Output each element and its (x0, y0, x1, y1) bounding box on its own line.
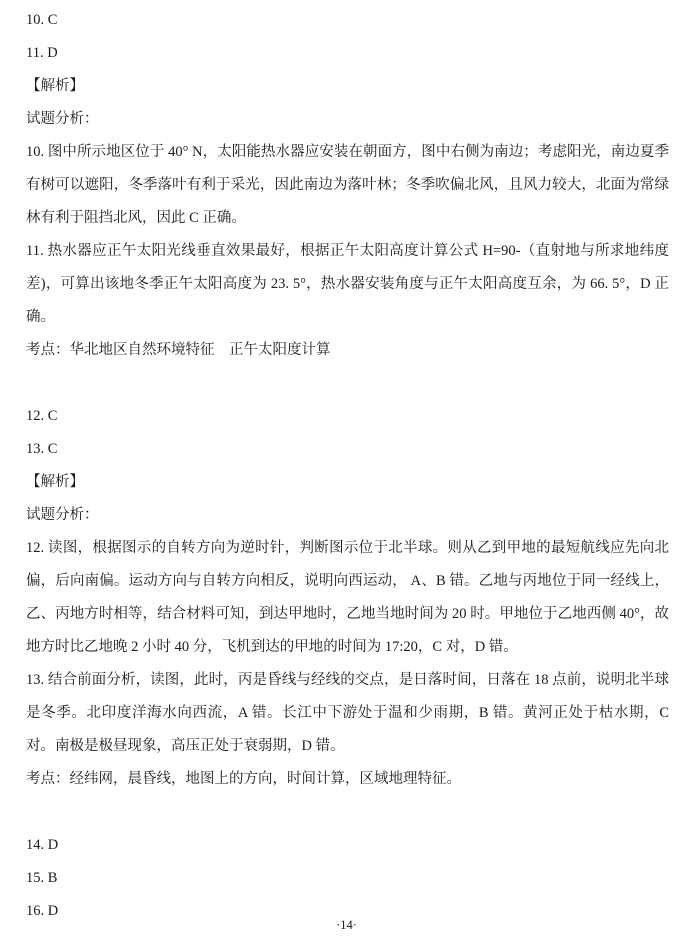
blank-line (26, 367, 669, 400)
keypoints-line-2: 考点：经纬网，晨昏线，地图上的方向，时间计算，区域地理特征。 (26, 771, 461, 787)
document-page (26, 4, 669, 928)
keypoints-line-1: 考点：华北地区自然环境特征 正午太阳度计算 (26, 342, 331, 358)
answer-line-15: 15. B (26, 870, 58, 886)
answer-line-14: 14. D (26, 837, 59, 853)
answer-line-10: 10. C (26, 12, 58, 28)
analysis-paragraph-10: 10. 图中所示地区位于 40° N，太阳能热水器应安装在朝面方，图中右侧为南边；考虑阳光，南边夏季有树可以遮阳，冬季落叶有利于采光，因此南边为落叶林；冬季吹偏北风，且风力较大，北面为常绿林有利于阻挡北风，因此 C 正确。 (26, 144, 669, 226)
answer-line-12: 12. C (26, 408, 58, 424)
analysis-heading-2: 【解析】 (26, 474, 84, 490)
answer-line-13: 13. C (26, 441, 58, 457)
analysis-paragraph-12: 12. 读图，根据图示的自转方向为逆时针，判断图示位于北半球。则从乙到甲地的最短航线应先向北偏，后向南偏。运动方向与自转方向相反，说明向西运动， A、B 错。乙地与丙地位于同一经线上，乙、丙地方时相等，结合材料可知，到达甲地时，乙地当地时间为 20 时。甲地位于乙地西侧 40°，故地方时比乙地晚 2 小时 40 分，飞机到达的甲地的时间为 17:20，C 对，D 错。 (26, 540, 669, 655)
answer-line-16: 16. D (26, 903, 59, 919)
blank-line (26, 796, 669, 829)
analysis-paragraph-11: 11. 热水器应正午太阳光线垂直效果最好，根据正午太阳高度计算公式 H=90-（直射地与所求地纬度差)，可算出该地冬季正午太阳高度为 23. 5°，热水器安装角度与正午太阳高度互余，为 66. 5°，D 正确。 (26, 243, 669, 325)
analysis-subheading-2: 试题分析： (26, 507, 99, 523)
answer-line-11: 11. D (26, 45, 58, 61)
page-number: ·14· (336, 918, 357, 932)
analysis-paragraph-13: 13. 结合前面分析，读图，此时，丙是昏线与经线的交点，是日落时间，日落在 18 点前，说明北半球是冬季。北印度洋海水向西流，A 错。长江中下游处于温和少雨期，B 错。黄河正处于枯水期，C 对。南极是极昼现象，高压正处于衰弱期，D 错。 (26, 672, 669, 754)
analysis-subheading: 试题分析： (26, 111, 99, 127)
analysis-heading: 【解析】 (26, 78, 84, 94)
